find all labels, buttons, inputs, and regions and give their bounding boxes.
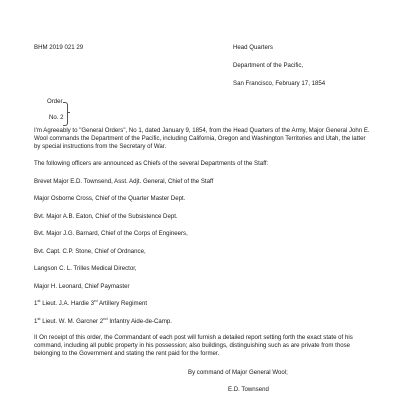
reference-number: BHM 2019 021 29 [34,44,84,51]
adjutant-2-suffix: Infantry Aide-de-Camp. [107,318,172,325]
order-label: Order [47,98,63,105]
officer-line: Bvt. Major A.B. Eaton, Chief of the Subsistence Dept. [34,213,178,220]
adjutant-2-mid: Lieut. W. M. Garcner 2 [40,318,104,325]
adjutant-line-2 [34,315,172,326]
adjutant-1-mid: Lieut. J.A. Hardie 3 [40,300,95,307]
dateline: San Francisco, February 17, 1854 [233,80,326,87]
closing-paragraph: II On receipt of this order, the Commandant of each post will furnish a detailed report setting forth the exact state of his command, including all public property in his possession; also buildings, distinguishing such as are private from those belonging to the Government and stating the rent paid for the former. [34,334,353,357]
location-line-1: Head Quarters [233,44,273,51]
order-number: No. 2 [49,114,64,121]
announcement-line: The following officers are announced as Chiefs of the several Departments of the Staff: [34,160,269,167]
adjutant-2-sup-1: st [37,315,41,321]
officer-line: Brevet Major E.D. Townsend, Asst. Adjt. General, Chief of the Staff [34,178,214,185]
officer-line: Langson C. L. Trilles Medical Director, [34,265,137,272]
signature-name: E.D. Townsend [228,386,269,393]
location-line-2: Department of the Pacific, [233,62,304,69]
officer-line: Bvt. Major J.G. Barnard, Chief of the Corps of Engineers, [34,230,188,237]
order-bracket [63,102,68,126]
adjutant-2-sup-2: nd [103,315,108,321]
adjutant-1-suffix: Artillery Regiment [97,300,148,307]
officer-line: Major Osborne Cross, Chief of the Quarter Master Dept. [34,195,186,202]
officer-line: Bvt. Capt. C.P. Stone, Chief of Ordnance, [34,248,146,255]
adjutant-1-sup-1: st [37,297,41,303]
signature-line-1: By command of Major General Wool; [188,369,288,376]
adjutant-2-prefix: 1 [34,318,38,325]
intro-paragraph: I'm Agreeably to "General Orders", No 1, dated January 9, 1854, from the Head Quarters of the Army, Major General John E. Wool commands the Department of the Pacific, including California, Oregon and Washington Territories and Utah, the latter by special instructions from the Secretary of War. [34,127,370,150]
order-bracket-tick [67,112,70,113]
officer-line: Major H. Leonard, Chief Paymaster [34,283,130,290]
adjutant-1-sup-2: rd [94,297,98,303]
adjutant-1-prefix: 1 [34,300,38,307]
adjutant-line-1 [34,297,148,308]
